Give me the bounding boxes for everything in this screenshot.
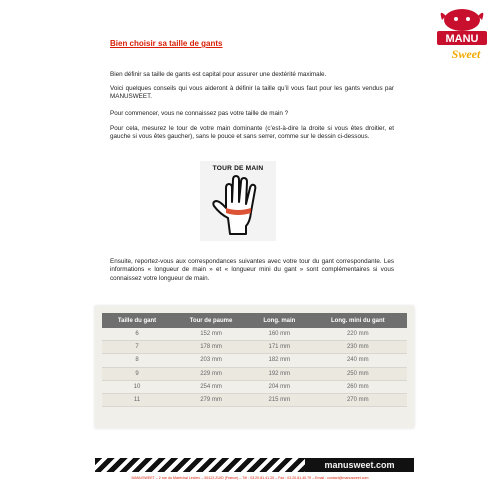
table-cell: 250 mm bbox=[309, 367, 407, 380]
table-cell: 260 mm bbox=[309, 380, 407, 393]
table-cell: 240 mm bbox=[309, 354, 407, 367]
footer-banner bbox=[95, 458, 414, 472]
table-cell: 204 mm bbox=[250, 380, 309, 393]
paragraph-question: Pour commencer, vous ne connaissez pas votre taille de main ? bbox=[110, 110, 289, 117]
paragraph-measure: Pour cela, mesurez le tour de votre main dominante (c’est-à-dire la droite si vous êtes droitier, et gauche si vous êtes gaucher), sans le pouce et sans serrer, comme sur le dessin ci-dessous. bbox=[110, 125, 394, 141]
hand-illustration-label: TOUR DE MAIN bbox=[212, 165, 264, 172]
size-table-panel bbox=[95, 306, 414, 428]
size-table bbox=[102, 313, 407, 407]
table-cell: 279 mm bbox=[172, 393, 250, 406]
table-cell: 160 mm bbox=[250, 328, 309, 341]
table-cell: 10 bbox=[102, 380, 172, 393]
footer-brand: manusweet.com bbox=[305, 458, 414, 472]
table-cell: 230 mm bbox=[309, 341, 407, 354]
hand-icon bbox=[208, 174, 268, 238]
table-cell: 178 mm bbox=[172, 341, 250, 354]
manusweet-logo bbox=[432, 6, 492, 64]
table-cell: 152 mm bbox=[172, 328, 250, 341]
paragraph-correspondence: Ensuite, reportez-vous aux correspondances suivantes avec votre tour du gant correspondante. Les informations « longueur de main » et « longueur mini du gant » sont complémentaires si vous connaissez votre longueur de main. bbox=[110, 258, 394, 282]
table-cell: 6 bbox=[102, 328, 172, 341]
table-cell: 171 mm bbox=[250, 341, 309, 354]
table-cell: 11 bbox=[102, 393, 172, 406]
paragraph-advice: Voici quelques conseils qui vous aideront à définir la taille qu’il vous faut pour les gants vendus par MANUSWEET. bbox=[110, 85, 394, 101]
footer-address: MANUSWEET – 2 rue du Maréchal Leclerc – 59123 ZUID (France) – Tél : 03.20.81.41.20 – Fax : 03.20.81.40.79 – Email : contact@manusweet.com bbox=[131, 476, 369, 480]
table-row bbox=[102, 328, 407, 341]
table-cell: 8 bbox=[102, 354, 172, 367]
table-cell: 215 mm bbox=[250, 393, 309, 406]
table-cell: 220 mm bbox=[309, 328, 407, 341]
table-row bbox=[102, 393, 407, 406]
hand-illustration bbox=[200, 161, 276, 241]
table-row bbox=[102, 380, 407, 393]
header-taille: Taille du gant bbox=[102, 313, 172, 328]
table-row bbox=[102, 354, 407, 367]
header-tour-paume: Tour de paume bbox=[172, 313, 250, 328]
table-cell: 192 mm bbox=[250, 367, 309, 380]
table-header-row bbox=[102, 313, 407, 328]
table-cell: 182 mm bbox=[250, 354, 309, 367]
table-row bbox=[102, 367, 407, 380]
header-long-mini: Long. mini du gant bbox=[309, 313, 407, 328]
logo-text-sweet: Sweet bbox=[451, 47, 481, 61]
table-cell: 229 mm bbox=[172, 367, 250, 380]
table-row bbox=[102, 341, 407, 354]
table-cell: 270 mm bbox=[309, 393, 407, 406]
paragraph-intro: Bien définir sa taille de gants est capital pour assurer une dextérité maximale. bbox=[110, 71, 327, 78]
table-cell: 9 bbox=[102, 367, 172, 380]
footer-stripes bbox=[95, 458, 305, 472]
header-long-main: Long. main bbox=[250, 313, 309, 328]
table-cell: 7 bbox=[102, 341, 172, 354]
table-cell: 203 mm bbox=[172, 354, 250, 367]
table-cell: 254 mm bbox=[172, 380, 250, 393]
page-title: Bien choisir sa taille de gants bbox=[110, 39, 223, 48]
logo-text-manu: MANU bbox=[445, 33, 479, 45]
